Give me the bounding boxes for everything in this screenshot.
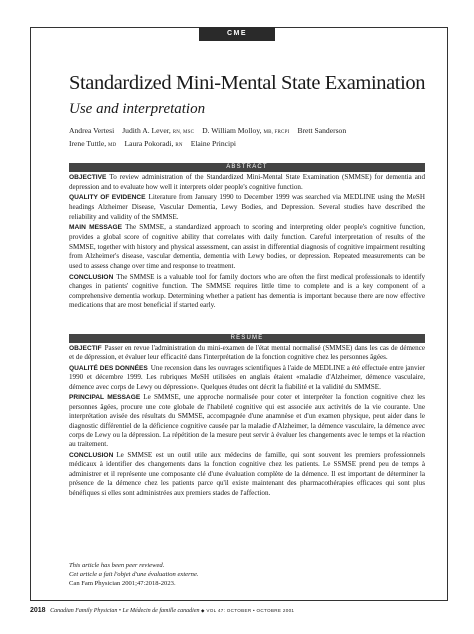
article-subtitle: Use and interpretation [69,101,206,117]
article-notes [69,561,199,589]
abstract-section: QUALITY OF EVIDENCE Literature from January 1990 to December 1999 was searched via MEDLINE using the MeSH headings Alzheimer Disease, Vascular Dementia, Lewy Bodies, and Depression. Several studies have described the reliability and validity of the SMMSE. [69,193,425,221]
peer-review-note: This article has been peer reviewed. [69,562,165,569]
peer-review-note-fr: Cet article a fait l'objet d'une évaluation externe. [69,571,199,579]
author-line [69,138,429,151]
volume-info: ◆ VOL 47: OCTOBER • OCTOBRE 2001 [200,608,295,613]
author: D. William Molloy, MB, FRCPI [202,126,290,135]
resume-section: CONCLUSION Le SMMSE est un outil utile aux médecins de famille, qui sont souvent les premiers professionnels médicaux à identifier des changements dans la fonction cognitive chez les patients. Le SSMSE prend peu de temps à administrer et il représente une composante clé d'une évaluation complète de la démence. Il est important de déterminer la présence de la démence chez les patients parce qu'il existe maintenant des pharmacothérapies efficaces qui sont plus bénéfiques si elles sont administrées aux premiers stades de l'affection. [69,451,425,497]
author: Andrea Vertesi [69,126,115,135]
journal-name: Canadian Family Physician • Le Médecin de famille canadien [50,608,200,614]
page-footer [30,607,294,614]
author-line [69,125,429,138]
cme-badge: CME [199,27,275,41]
author: Laura Pokoradi, RN [124,139,183,148]
abstract-header: ABSTRACT [69,163,425,172]
abstract-section: MAIN MESSAGE The SMMSE, a standardized approach to scoring and interpreting older people's cognitive function, provides a global score of cognitive ability that correlates with daily function. Careful interpretation of results of the SMMSE, together with history and physical assessment, can assist in differential diagnosis of cognitive impairment resulting from Alzheimer's disease, vascular dementia, dementia with Lewy bodies, or depression. Repeated measurements can be used to assess change over time and response to treatment. [69,223,426,270]
author: Brett Sanderson [297,126,347,135]
author: Judith A. Lever, RN, MSC [122,126,195,135]
abstract-section: OBJECTIVE To review administration of the Standardized Mini-Mental State Examination (SMMSE) for dementia and depression and to evaluate how well it interprets older people's cognitive function. [69,173,425,191]
resume-section: PRINCIPAL MESSAGE Le SMMSE, une approche normalisée pour coter et interpréter la fonction cognitive chez les personnes âgées, procure une cote globale de l'habileté cognitive qui est associée aux activités de la vie courante. Une interprétation avisée des résultats du SMMSE, accompagnée d'une anamnèse et d'un examen physique, peut aider dans le diagnostic différentiel de la déficience cognitive causée par la maladie d'Alzheimer, la démence vasculaire, la démence avec corps de Lewy ou la dépression. La répétition de la mesure peut servir à évaluer les changements avec le temps et la réaction au traitement. [69,393,425,449]
author-list [69,125,429,151]
resume-section: QUALITÉ DES DONNÉES Une recension dans les ouvrages scientifiques à l'aide de MEDLINE a été effectuée entre janvier 1990 et décembre 1999. Les rubriques MeSH utilisées en anglais étaient «maladie d'Alzheimer, démence vasculaire, démence avec corps de Lewy ou dépression». Quelques études ont décrit la fiabilité et la validité du SMMSE. [69,364,425,391]
author: Elaine Principi [190,139,237,148]
page-number: 2018 [30,607,46,614]
abstract-body [69,173,425,312]
article-title: Standardized Mini-Mental State Examination [69,72,426,94]
resume-section: OBJECTIF Passer en revue l'administration du mini-examen de l'état mental normalisé (SMMSE) dans les cas de démence et de dépression, et évaluer leur efficacité dans l'interprétation de la fonction cognitive chez les personnes âgées. [69,344,425,362]
abstract-section: CONCLUSION The SMMSE is a valuable tool for family doctors who are often the first medical professionals to identify changes in patients' cognitive function. The SMMSE requires little time to complete and is a key component of a comprehensive dementia workup. Determining whether a patient has dementia is important because there are now effective medications that are most beneficial if started early. [69,272,425,310]
resume-body [69,344,425,499]
citation: Can Fam Physician 2001;47:2018-2023. [69,580,176,588]
resume-header: RÉSUMÉ [69,334,425,343]
author: Irene Tuttle, MD [69,139,117,148]
